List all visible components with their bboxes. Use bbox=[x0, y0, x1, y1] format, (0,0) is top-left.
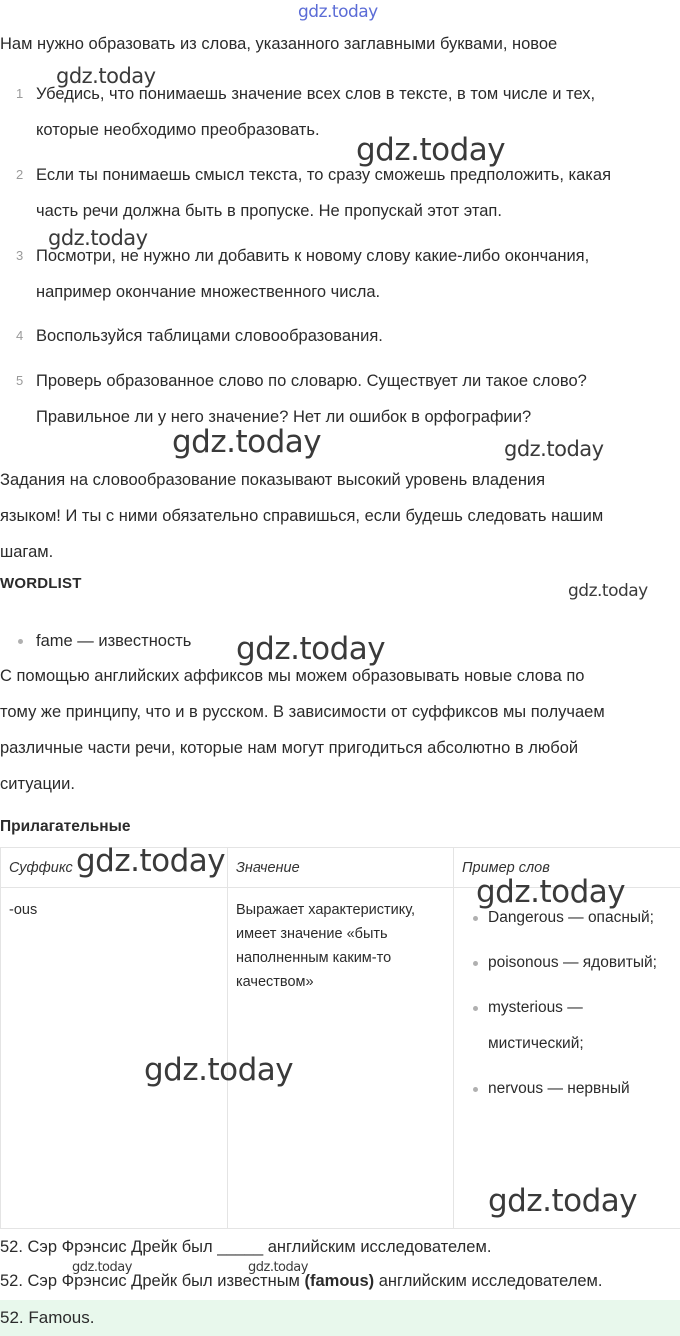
paragraph-text: шагам. bbox=[0, 543, 54, 561]
step-text: Правильное ли у него значение? Нет ли ошибок в орфографии? bbox=[36, 408, 532, 426]
paragraph-text: Задания на словообразование показывают высокий уровень владения bbox=[0, 471, 546, 489]
watermark: gdz.today bbox=[504, 437, 604, 461]
suffix-cell: -ous bbox=[1, 888, 228, 1229]
step-text: Посмотри, не нужно ли добавить к новому слову какие-либо окончания, bbox=[36, 247, 590, 265]
step-text: часть речи должна быть в пропуске. Не пропускай этот этап. bbox=[36, 202, 502, 220]
meaning-cell: Выражает характеристику, имеет значение «быть наполненным каким-то качеством» bbox=[228, 888, 454, 1229]
step-text: Проверь образованное слово по словарю. Существует ли такое слово? bbox=[36, 372, 587, 390]
column-header-examples: Пример слов bbox=[454, 848, 680, 888]
watermark: gdz.today bbox=[488, 1183, 638, 1219]
table-row bbox=[1, 888, 680, 1229]
watermark: gdz.today bbox=[76, 843, 226, 879]
list-item: mysterious — мистический; bbox=[488, 990, 672, 1062]
solution-text: английским исследователем. bbox=[374, 1272, 603, 1290]
examples-list bbox=[462, 900, 672, 1107]
list-item: Dangerous — опасный; bbox=[488, 900, 672, 936]
solution-text: 52. Сэр Фрэнсис Дрейк был известным bbox=[0, 1272, 305, 1290]
wordlist-title: WORDLIST bbox=[0, 575, 82, 592]
watermark: gdz.today bbox=[172, 424, 322, 460]
answer-text: 52. Famous. bbox=[0, 1308, 95, 1327]
watermark: gdz.today bbox=[568, 581, 648, 601]
wordlist-item: fame — известность bbox=[36, 632, 192, 650]
intro-text: Нам нужно образовать из слова, указанного заглавными буквами, новое bbox=[0, 35, 558, 53]
answer-box bbox=[0, 1300, 680, 1336]
step-number: 4 bbox=[16, 328, 24, 343]
step-text: например окончание множественного числа. bbox=[36, 283, 381, 301]
watermark: gdz.today bbox=[72, 1260, 132, 1275]
list-item: nervous — нервный bbox=[488, 1071, 672, 1107]
column-header-suffix: Суффикс bbox=[1, 848, 228, 888]
step-number: 2 bbox=[16, 167, 24, 182]
paragraph-text: тому же принципу, что и в русском. В зависимости от суффиксов мы получаем bbox=[0, 703, 605, 721]
step-text: Убедись, что понимаешь значение всех слов в тексте, в том числе и тех, bbox=[36, 85, 596, 103]
step-number: 1 bbox=[16, 86, 24, 101]
watermark-top: gdz.today bbox=[298, 2, 378, 22]
bullet-icon bbox=[18, 639, 23, 644]
watermark: gdz.today bbox=[476, 874, 626, 910]
watermark: gdz.today bbox=[236, 631, 386, 667]
paragraph-text: различные части речи, которые нам могут пригодиться абсолютно в любой bbox=[0, 739, 579, 757]
paragraph-text: С помощью английских аффиксов мы можем образовывать новые слова по bbox=[0, 667, 585, 685]
step-number: 3 bbox=[16, 248, 24, 263]
step-text: Если ты понимаешь смысл текста, то сразу сможешь предположить, какая bbox=[36, 166, 612, 184]
watermark: gdz.today bbox=[248, 1260, 308, 1275]
list-item: poisonous — ядовитый; bbox=[488, 945, 672, 981]
watermark: gdz.today bbox=[48, 226, 148, 250]
step-text: которые необходимо преобразовать. bbox=[36, 121, 320, 139]
section-title: Прилагательные bbox=[0, 818, 131, 835]
column-header-meaning: Значение bbox=[228, 848, 454, 888]
step-number: 5 bbox=[16, 373, 24, 388]
watermark: gdz.today bbox=[56, 64, 156, 88]
paragraph-text: языком! И ты с ними обязательно справишься, если будешь следовать нашим bbox=[0, 507, 604, 525]
examples-cell bbox=[454, 888, 680, 1229]
paragraph-text: ситуации. bbox=[0, 775, 75, 793]
watermark: gdz.today bbox=[144, 1052, 294, 1088]
task-question: 52. Сэр Фрэнсис Дрейк был _____ английским исследователем. bbox=[0, 1238, 492, 1256]
watermark: gdz.today bbox=[356, 132, 506, 168]
solution-keyword: (famous) bbox=[304, 1272, 375, 1290]
step-text: Воспользуйся таблицами словообразования. bbox=[36, 327, 383, 345]
